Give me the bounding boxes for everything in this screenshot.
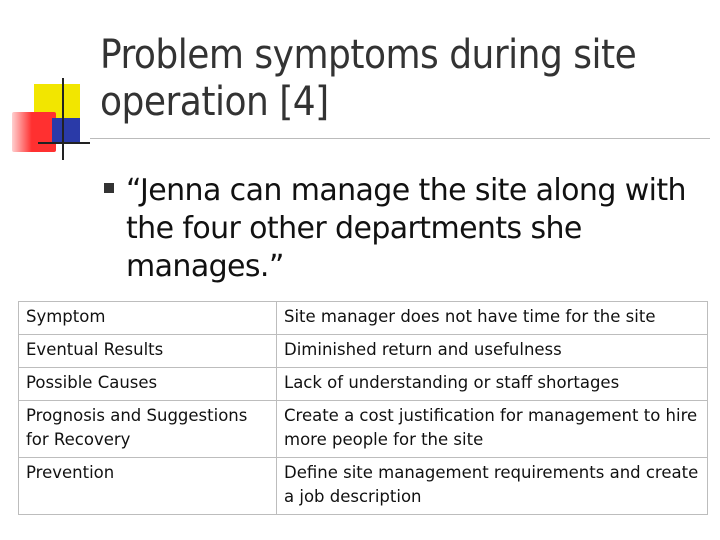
table-row <box>19 302 708 335</box>
logo-red-square <box>12 112 56 152</box>
table-row <box>19 335 708 368</box>
logo-horizontal-line <box>38 142 90 144</box>
bullet-item <box>104 172 704 286</box>
logo-vertical-line <box>62 78 64 160</box>
table-row <box>19 401 708 458</box>
table-row <box>19 368 708 401</box>
title-divider <box>90 138 710 139</box>
logo-blue-square <box>52 118 80 142</box>
row-value: Site manager does not have time for the site <box>277 302 708 335</box>
row-label: Symptom <box>19 302 277 335</box>
symptom-table <box>18 301 708 515</box>
slide-title: Problem symptoms during site operation [4] <box>100 32 637 125</box>
row-label: Eventual Results <box>19 335 277 368</box>
row-label: Prevention <box>19 458 277 515</box>
row-value: Lack of understanding or staff shortages <box>277 368 708 401</box>
row-value: Define site management requirements and create a job description <box>277 458 708 515</box>
slide-logo-decoration <box>0 0 100 170</box>
row-label: Prognosis and Suggestions for Recovery <box>19 401 277 458</box>
row-label: Possible Causes <box>19 368 277 401</box>
table-row <box>19 458 708 515</box>
row-value: Diminished return and usefulness <box>277 335 708 368</box>
bullet-text: “Jenna can manage the site along with the four other departments she manages.” <box>126 173 686 284</box>
square-bullet-icon <box>104 183 114 193</box>
row-value: Create a cost justification for management to hire more people for the site <box>277 401 708 458</box>
